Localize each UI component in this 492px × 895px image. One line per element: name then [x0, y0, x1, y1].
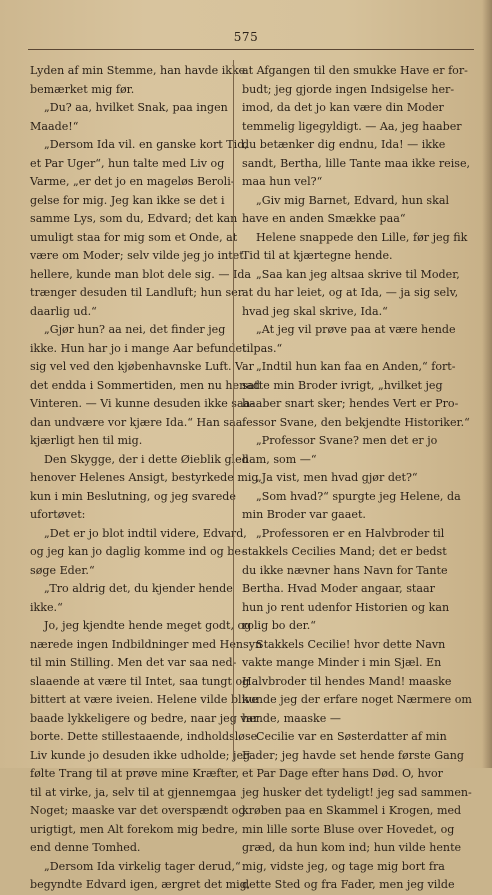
- text-line: og jeg kan jo daglig komme ind og be-: [30, 545, 245, 558]
- text-line: „Dersom Ida vil. en ganske kort Tid,: [44, 138, 248, 151]
- text-line: min Broder var gaaet.: [242, 508, 366, 521]
- text-line: sig vel ved den kjøbenhavnske Luft. Var: [30, 360, 254, 373]
- text-line: hun jo rent udenfor Historien og kan: [242, 600, 450, 614]
- text-line: mig, vidste jeg, og tage mig bort fra: [242, 859, 445, 873]
- text-line: hellere, kunde man blot dele sig. — Ida: [30, 267, 252, 281]
- header-rule: [28, 49, 474, 50]
- text-line: haaber snart sker; hendes Vert er Pro-: [242, 397, 459, 410]
- text-line: græd, da hun kom ind; hun vilde hente: [242, 841, 462, 854]
- text-line: nærede ingen Indbildninger med Hensyn: [30, 637, 263, 651]
- text-line: „Ja vist, men hvad gjør det?“: [256, 471, 418, 484]
- text-line: Den Skygge, der i dette Øieblik gled: [44, 452, 249, 466]
- text-line: til at virke, ja, selv til at gjennemgaa: [30, 785, 237, 799]
- text-line: Bertha. Hvad Moder angaar, staar: [242, 582, 435, 595]
- text-line: „Det er jo blot indtil videre, Edvard,: [44, 526, 247, 540]
- text-line: Stakkels Cecilie! hvor dette Navn: [256, 637, 446, 651]
- text-line: have en anden Smække paa“: [242, 212, 406, 225]
- text-line: „Gjør hun? aa nei, det finder jeg: [44, 323, 226, 336]
- text-line: Noget; maaske var det overspændt og: [30, 804, 246, 817]
- text-line: „Professor Svane? men det er jo: [256, 434, 438, 447]
- text-line: Cecilie var en Søsterdatter af min: [256, 730, 447, 743]
- text-line: til min Stilling. Men det var saa ned-: [30, 656, 237, 669]
- text-line: jeg husker det tydeligt! jeg sad sammen-: [242, 785, 472, 799]
- text-line: et Par Dage efter hans Død. O, hvor: [242, 767, 443, 780]
- text-line: fessor Svane, den bekjendte Historiker.“: [242, 415, 470, 429]
- text-line: Halvbroder til hendes Mand! maaske: [242, 674, 452, 688]
- text-line: Tid til at kjærtegne hende.: [242, 249, 393, 262]
- text-line: borte. Dette stillestaaende, indholdsløse: [30, 730, 258, 743]
- text-line: maa hun vel?“: [242, 175, 323, 188]
- text-line: ham, som —“: [242, 452, 317, 466]
- text-line: begyndte Edvard igen, ærgret det mig,: [30, 878, 251, 891]
- text-line: Lyden af min Stemme, han havde ikke: [30, 64, 246, 77]
- text-line: være om Moder; selv vilde jeg jo intet: [30, 249, 244, 262]
- text-line: følte Trang til at prøve mine Kræfter,: [30, 767, 240, 780]
- right-column: [242, 62, 472, 895]
- text-line: umuligt staa for mig som et Onde, at: [30, 230, 238, 244]
- text-line: søge Eder.“: [30, 563, 95, 577]
- text-line: ikke. Hun har jo i mange Aar befundet: [30, 341, 247, 355]
- text-line: sandt, Bertha, lille Tante maa ikke reise,: [242, 156, 471, 170]
- text-line: bittert at være iveien. Helene vilde blive: [30, 693, 258, 706]
- text-line: imod, da det jo kan være din Moder: [242, 101, 444, 114]
- text-line: kun i min Beslutning, og jeg svarede: [30, 489, 236, 503]
- text-line: at Afgangen til den smukke Have er for-: [242, 64, 468, 77]
- text-line: at du har leiet, og at Ida, — ja sig selv,: [242, 286, 459, 299]
- text-line: det endda i Sommertiden, men nu henad: [30, 378, 260, 392]
- text-line: hvad jeg skal skrive, Ida.“: [242, 304, 388, 318]
- text-line: Helene snappede den Lille, før jeg fik: [256, 230, 468, 244]
- text-line: ikke.“: [30, 600, 63, 614]
- text-line: et Par Uger“, hun talte med Liv og: [30, 156, 225, 170]
- text-line: temmelig ligegyldigt. — Aa, jeg haaber: [242, 119, 462, 133]
- text-line: kunde jeg der erfare noget Nærmere om: [242, 693, 472, 706]
- text-line: „Dersom Ida virkelig tager derud,“: [44, 859, 241, 873]
- text-line: vakte mange Minder i min Sjæl. En: [242, 656, 442, 669]
- text-line: samme Lys, som du, Edvard; det kan: [30, 212, 238, 225]
- text-line: daarlig ud.“: [30, 304, 97, 318]
- text-line: Maade!“: [30, 119, 79, 133]
- text-line: budt; jeg gjorde ingen Indsigelse her-: [242, 82, 455, 96]
- text-line: Jo, jeg kjendte hende meget godt, og: [44, 619, 252, 632]
- text-line: satte min Broder ivrigt, „hvilket jeg: [242, 378, 443, 392]
- text-line: rolig bo der.“: [242, 619, 316, 632]
- text-line: „Du? aa, hvilket Snak, paa ingen: [44, 101, 228, 114]
- text-line: „Professoren er en Halvbroder til: [256, 526, 445, 540]
- text-line: „Som hvad?“ spurgte jeg Helene, da: [256, 489, 461, 503]
- page-number: 575: [233, 30, 259, 44]
- text-line: Vinteren. — Vi kunne desuden ikke saa-: [30, 397, 254, 410]
- text-line: slaaende at være til Intet, saa tungt og: [30, 674, 250, 688]
- text-line: kjærligt hen til mig.: [30, 434, 143, 447]
- text-line: trænger desuden til Landluft; hun ser: [30, 286, 244, 299]
- text-line: ufortøvet:: [30, 508, 86, 521]
- text-line: end denne Tomhed.: [30, 841, 141, 854]
- text-line: gelse for mig. Jeg kan ikke se det i: [30, 193, 225, 207]
- text-line: Varme, „er det jo en mageløs Beroli-: [30, 175, 235, 188]
- text-line: dette Sted og fra Fader, men jeg vilde: [242, 878, 455, 891]
- text-line: Fader; jeg havde set hende første Gang: [242, 748, 464, 762]
- text-line: „At jeg vil prøve paa at være hende: [256, 323, 456, 336]
- text-line: bemærket mig før.: [30, 82, 135, 96]
- text-line: henover Helenes Ansigt, bestyrkede mig: [30, 471, 259, 484]
- text-line: min lille sorte Bluse over Hovedet, og: [242, 822, 455, 836]
- text-line: urigtigt, men Alt forekom mig bedre,: [30, 822, 238, 836]
- text-line: hende, maaske —: [242, 711, 341, 725]
- text-line: baade lykkeligere og bedre, naar jeg var: [30, 711, 259, 725]
- text-line: stakkels Cecilies Mand; det er bedst: [242, 545, 447, 558]
- text-line: Liv kunde jo desuden ikke udholde; jeg: [30, 748, 251, 762]
- column-divider: [233, 60, 234, 760]
- text-line: „Indtil hun kan faa en Anden,“ fort-: [256, 360, 456, 373]
- page-edge-shadow: [482, 0, 492, 768]
- text-line: „Giv mig Barnet, Edvard, hun skal: [256, 193, 450, 207]
- text-line: du betænker dig endnu, Ida! — ikke: [242, 138, 446, 151]
- text-line: dan undvære vor kjære Ida.“ Han saa: [30, 415, 243, 429]
- text-line: du ikke nævner hans Navn for Tante: [242, 563, 448, 577]
- text-line: krøben paa en Skammel i Krogen, med: [242, 804, 462, 817]
- text-line: tilpas.“: [242, 341, 283, 355]
- text-line: „Saa kan jeg altsaa skrive til Moder,: [256, 267, 460, 281]
- text-line: „Tro aldrig det, du kjender hende: [44, 582, 233, 595]
